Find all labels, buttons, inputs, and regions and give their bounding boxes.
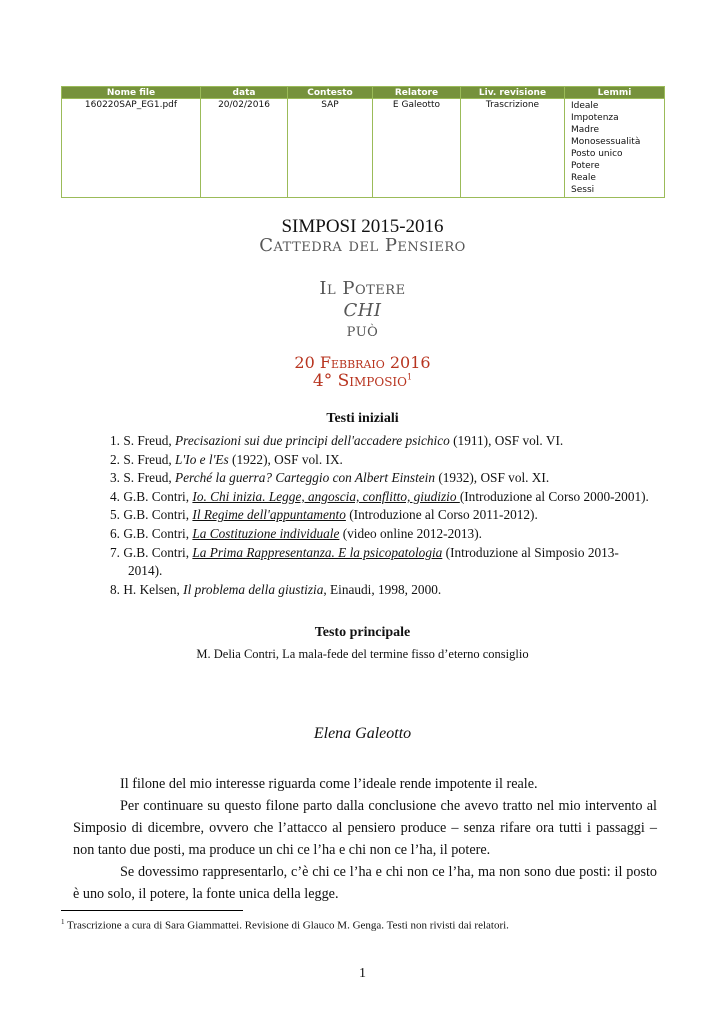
reading-list bbox=[110, 432, 650, 599]
lemma: Madre bbox=[571, 125, 600, 135]
footnote-divider bbox=[61, 910, 243, 911]
theme-line-3: può bbox=[346, 320, 379, 341]
cell-data: 20/02/2016 bbox=[201, 99, 288, 198]
theme-line-2: CHI bbox=[343, 300, 382, 321]
work-title: Perché la guerra? Carteggio con Albert Einstein bbox=[175, 470, 436, 486]
work-link[interactable]: Il Regime dell'appuntamento bbox=[192, 507, 346, 523]
work-link[interactable]: La Prima Rappresentanza. E la psicopatologia bbox=[192, 544, 443, 560]
cell-file: 160220SAP_EG1.pdf bbox=[62, 99, 201, 198]
col-header-data: data bbox=[201, 87, 288, 99]
simposio-label: 4° Simposio bbox=[312, 371, 407, 391]
work-link[interactable]: Io. Chi inizia. Legge, angoscia, conflitto, giudizio bbox=[192, 488, 460, 504]
series-title: SIMPOSI 2015-2016 bbox=[281, 216, 444, 237]
col-header-contesto: Contesto bbox=[288, 87, 373, 99]
simposio-number bbox=[0, 371, 725, 391]
body-text bbox=[73, 773, 657, 905]
paragraph: Per continuare su questo filone parto dalla conclusione che avevo tratto nel mio intervento al Simposio di dicembre, ovvero che l’attacco al pensiero produce – senza rifare ora tutti i passaggi – non tanto due posti, ma produce un chi ce l’ha e chi non ce l’ha, il potere. bbox=[73, 798, 657, 858]
col-header-relatore: Relatore bbox=[373, 87, 461, 99]
footnote bbox=[61, 918, 509, 932]
testo-principale-text: M. Delia Contri, La mala-fede del termine fisso d’eterno consiglio bbox=[196, 647, 529, 661]
lemma: Sessi bbox=[571, 185, 595, 195]
footnote-number: 1 bbox=[61, 918, 65, 926]
footnote-mark: 1 bbox=[407, 372, 413, 382]
list-item: 5. G.B. Contri, Il Regime dell'appuntamento (Introduzione al Corso 2011-2012). bbox=[110, 507, 538, 523]
list-item: 7. G.B. Contri, La Prima Rappresentanza. E la psicopatologia (Introduzione al Simposio 2013-2014). bbox=[110, 544, 619, 579]
document-metadata-table bbox=[61, 86, 665, 198]
list-item: 1. S. Freud, Precisazioni sui due principi dell'accadere psichico (1911), OSF vol. VI. bbox=[110, 433, 564, 448]
table-row bbox=[62, 99, 665, 198]
col-header-revisione: Liv. revisione bbox=[461, 87, 565, 99]
cell-relatore: E Galeotto bbox=[373, 99, 461, 198]
list-item: 4. G.B. Contri, Io. Chi inizia. Legge, angoscia, conflitto, giudizio (Introduzione al Corso 2000-2001). bbox=[110, 488, 649, 504]
work-title: Precisazioni sui due principi dell'accadere psichico bbox=[175, 433, 450, 448]
list-item: 3. S. Freud, Perché la guerra? Carteggio con Albert Einstein (1932), OSF vol. XI. bbox=[110, 470, 550, 486]
work-title: L'Io e l'Es bbox=[175, 451, 229, 467]
footnote-text: Trascrizione a cura di Sara Giammattei. Revisione di Glauco M. Genga. Testi non rivisti dai relatori. bbox=[64, 919, 509, 932]
list-item: 8. H. Kelsen, Il problema della giustizia, Einaudi, 1998, 2000. bbox=[110, 581, 442, 597]
work-title: Il problema della giustizia bbox=[183, 581, 324, 597]
lemma: Posto unico bbox=[571, 149, 623, 159]
testi-iniziali-heading: Testi iniziali bbox=[326, 411, 399, 426]
lemma: Impotenza bbox=[571, 113, 619, 123]
paragraph: Il filone del mio interesse riguarda come l’ideale rende impotente il reale. bbox=[120, 776, 538, 792]
col-header-file: Nome file bbox=[62, 87, 201, 99]
work-link[interactable]: La Costituzione individuale bbox=[192, 525, 340, 541]
lemma: Reale bbox=[571, 173, 596, 183]
testo-principale-heading: Testo principale bbox=[314, 625, 411, 640]
cell-contesto: SAP bbox=[288, 99, 373, 198]
page-number: 1 bbox=[359, 966, 366, 981]
lemma: Potere bbox=[571, 161, 600, 171]
event-date: 20 Febbraio 2016 bbox=[294, 353, 431, 372]
theme-line-1: Il Potere bbox=[319, 278, 406, 299]
lemma: Ideale bbox=[571, 101, 599, 111]
cell-lemmi bbox=[565, 99, 665, 198]
col-header-lemmi: Lemmi bbox=[565, 87, 665, 99]
list-item: 6. G.B. Contri, La Costituzione individuale (video online 2012-2013). bbox=[110, 525, 482, 541]
paragraph: Se dovessimo rappresentarlo, c’è chi ce l’ha e chi non ce l’ha, ma non sono due posti: il posto è uno solo, il potere, la fonte unica della legge. bbox=[73, 864, 657, 902]
cattedra-subtitle: Cattedra del Pensiero bbox=[259, 235, 466, 256]
lemma: Monosessualità bbox=[571, 137, 641, 147]
author-name: Elena Galeotto bbox=[313, 725, 412, 742]
cell-revisione: Trascrizione bbox=[461, 99, 565, 198]
list-item: 2. S. Freud, L'Io e l'Es (1922), OSF vol. IX. bbox=[110, 451, 343, 467]
